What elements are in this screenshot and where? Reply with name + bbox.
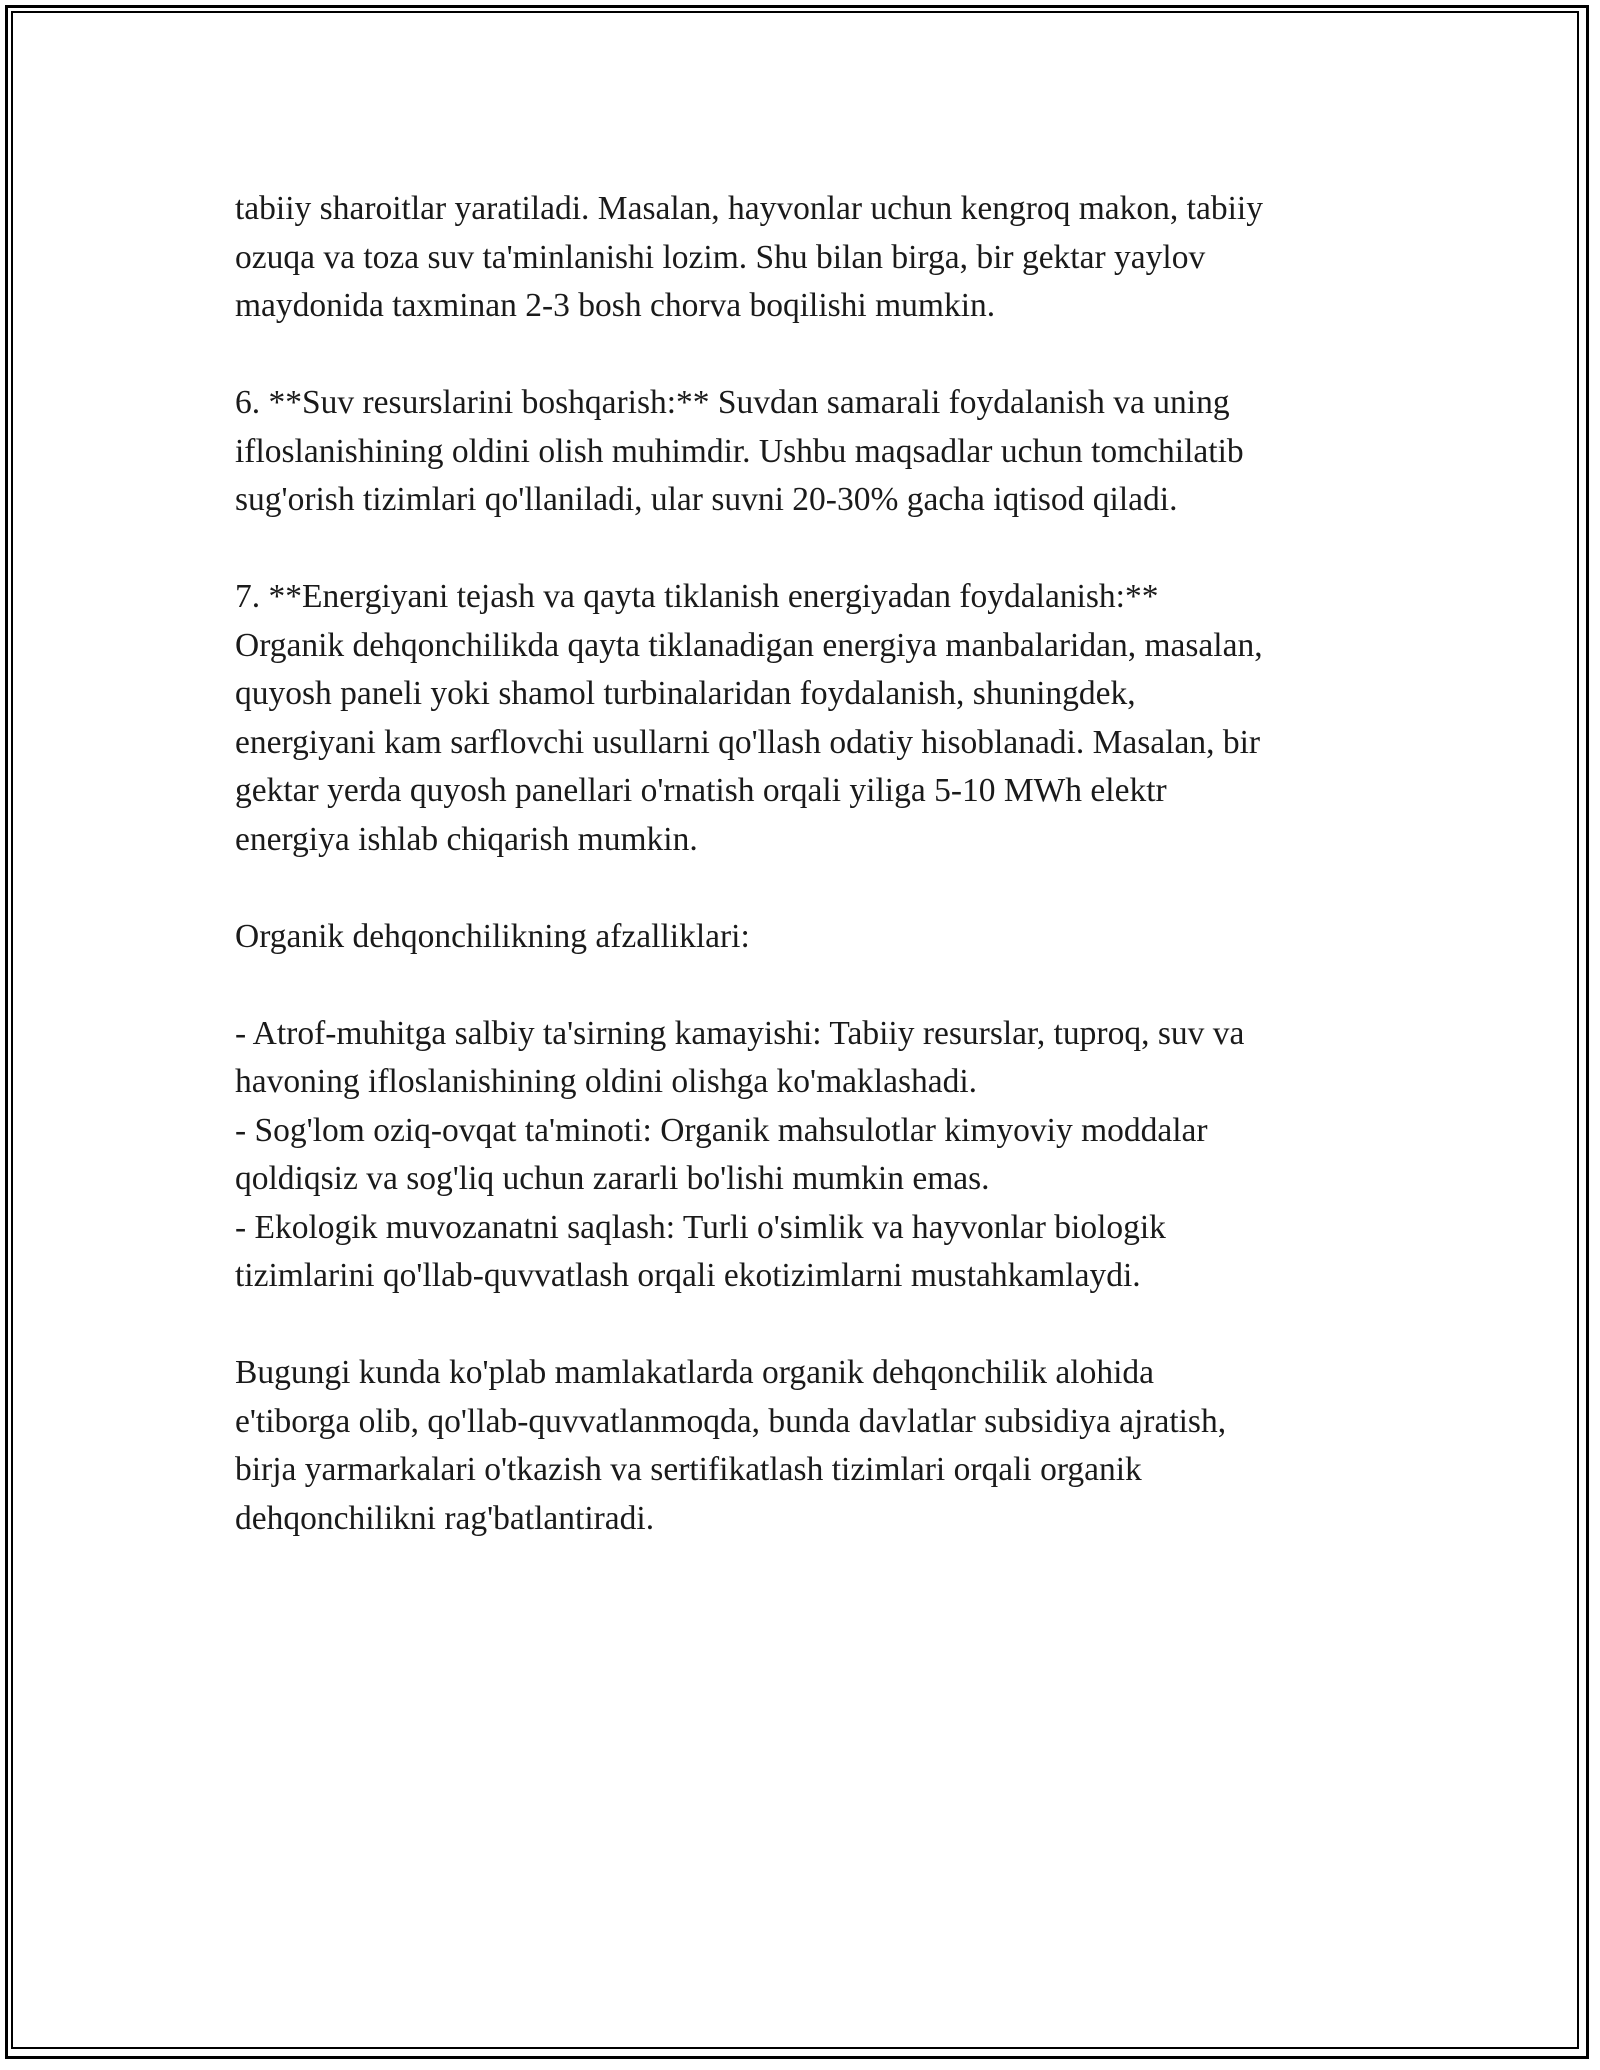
advantages-list: - Atrof-muhitga salbiy ta'sirning kamayishi: Tabiiy resurslar, tuproq, suv va havoning ifloslanishining oldini olishga ko'maklashadi. - Sog'lom oziq-ovqat ta'minoti: Organik mahsulotlar kimyoviy moddalar qoldiqsiz va sog'liq uchun zararli bo'lishi mumkin emas. - Ekologik muvozanatni saqlash: Turli o'simlik va hayvonlar biologik tizimlarini qo'llab-quvvatlash orqali ekotizimlarni mustahkamlaydi. [235, 1014, 1245, 1294]
document-body [235, 185, 1395, 1543]
paragraph-water-resources: 6. **Suv resurslarini boshqarish:** Suvdan samarali foydalanish va uning ifloslanishining oldini olish muhimdir. Ushbu maqsadlar uchun tomchilatib sug'orish tizimlari qo'llaniladi, ular suvni 20-30% gacha iqtisod qiladi. [235, 384, 1244, 518]
paragraph-energy-saving: 7. **Energiyani tejash va qayta tiklanish energiyadan foydalanish:** Organik dehqonchilikda qayta tiklanadigan energiya manbalaridan, masalan, quyosh paneli yoki shamol turbinalaridan foydalanish, shuningdek, energiyani kam sarflovchi usullarni qo'llash odatiy hisoblanadi. Masalan, bir gektar yerda quyosh panellari o'rnatish orqali yiliga 5-10 MWh elektr energiya ishlab chiqarish mumkin. [235, 578, 1263, 858]
section-heading-advantages: Organik dehqonchilikning afzalliklari: [235, 917, 750, 955]
paragraph-conclusion: Bugungi kunda ko'plab mamlakatlarda organik dehqonchilik alohida e'tiborga olib, qo'llab-quvvatlanmoqda, bunda davlatlar subsidiya ajratish, birja yarmarkalari o'tkazish va sertifikatlash tizimlari orqali organik dehqonchilikni rag'batlantiradi. [235, 1354, 1227, 1537]
paragraph-pasture-conditions: tabiiy sharoitlar yaratiladi. Masalan, hayvonlar uchun kengroq makon, tabiiy ozuqa va toza suv ta'minlanishi lozim. Shu bilan birga, bir gektar yaylov maydonida taxminan 2-3 bosh chorva boqilishi mumkin. [235, 190, 1263, 324]
